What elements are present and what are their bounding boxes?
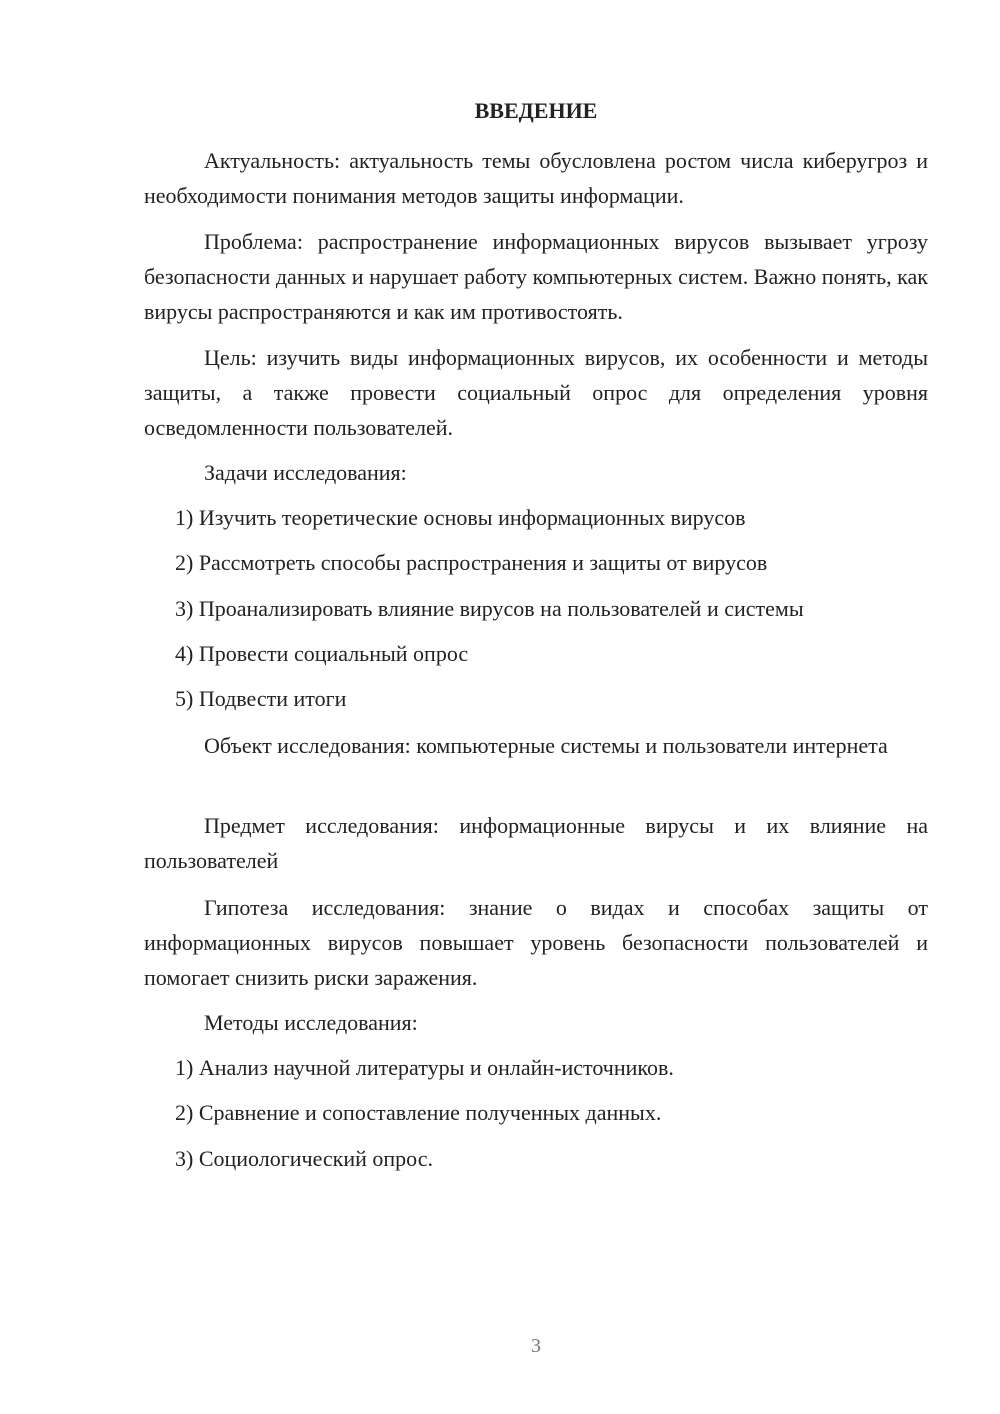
- goal-paragraph: Цель: изучить виды информационных вирусов, их особенности и методы защиты, а также провести социальный опрос для определения уровня осведомленности пользователей.: [144, 345, 928, 440]
- method-item-2: 2) Сравнение и сопоставление полученных данных.: [175, 1100, 662, 1125]
- tasks-heading: Задачи исследования:: [204, 460, 407, 485]
- task-item-4: 4) Провести социальный опрос: [175, 641, 469, 666]
- page-title: ВВЕДЕНИЕ: [474, 98, 598, 123]
- methods-heading: Методы исследования:: [204, 1010, 418, 1035]
- object-paragraph: Объект исследования: компьютерные системы и пользователи интернета: [204, 733, 888, 758]
- method-item-3: 3) Социологический опрос.: [175, 1146, 433, 1171]
- hypothesis-paragraph: Гипотеза исследования: знание о видах и способах защиты от информационных вирусов повышает уровень безопасности пользователей и помогает снизить риски заражения.: [144, 895, 928, 990]
- task-item-5: 5) Подвести итоги: [175, 686, 347, 711]
- task-item-2: 2) Рассмотреть способы распространения и защиты от вирусов: [175, 550, 768, 575]
- subject-paragraph: Предмет исследования: информационные вирусы и их влияние на пользователей: [144, 813, 928, 873]
- page-number: 3: [531, 1335, 541, 1357]
- relevance-paragraph: Актуальность: актуальность темы обусловлена ростом числа киберугроз и необходимости понимания методов защиты информации.: [144, 148, 928, 208]
- task-item-1: 1) Изучить теоретические основы информационных вирусов: [175, 505, 746, 530]
- problem-paragraph: Проблема: распространение информационных вирусов вызывает угрозу безопасности данных и нарушает работу компьютерных систем. Важно понять, как вирусы распространяются и как им противостоять.: [144, 229, 928, 324]
- method-item-1: 1) Анализ научной литературы и онлайн-источников.: [175, 1055, 674, 1080]
- task-item-3: 3) Проанализировать влияние вирусов на пользователей и системы: [175, 596, 804, 621]
